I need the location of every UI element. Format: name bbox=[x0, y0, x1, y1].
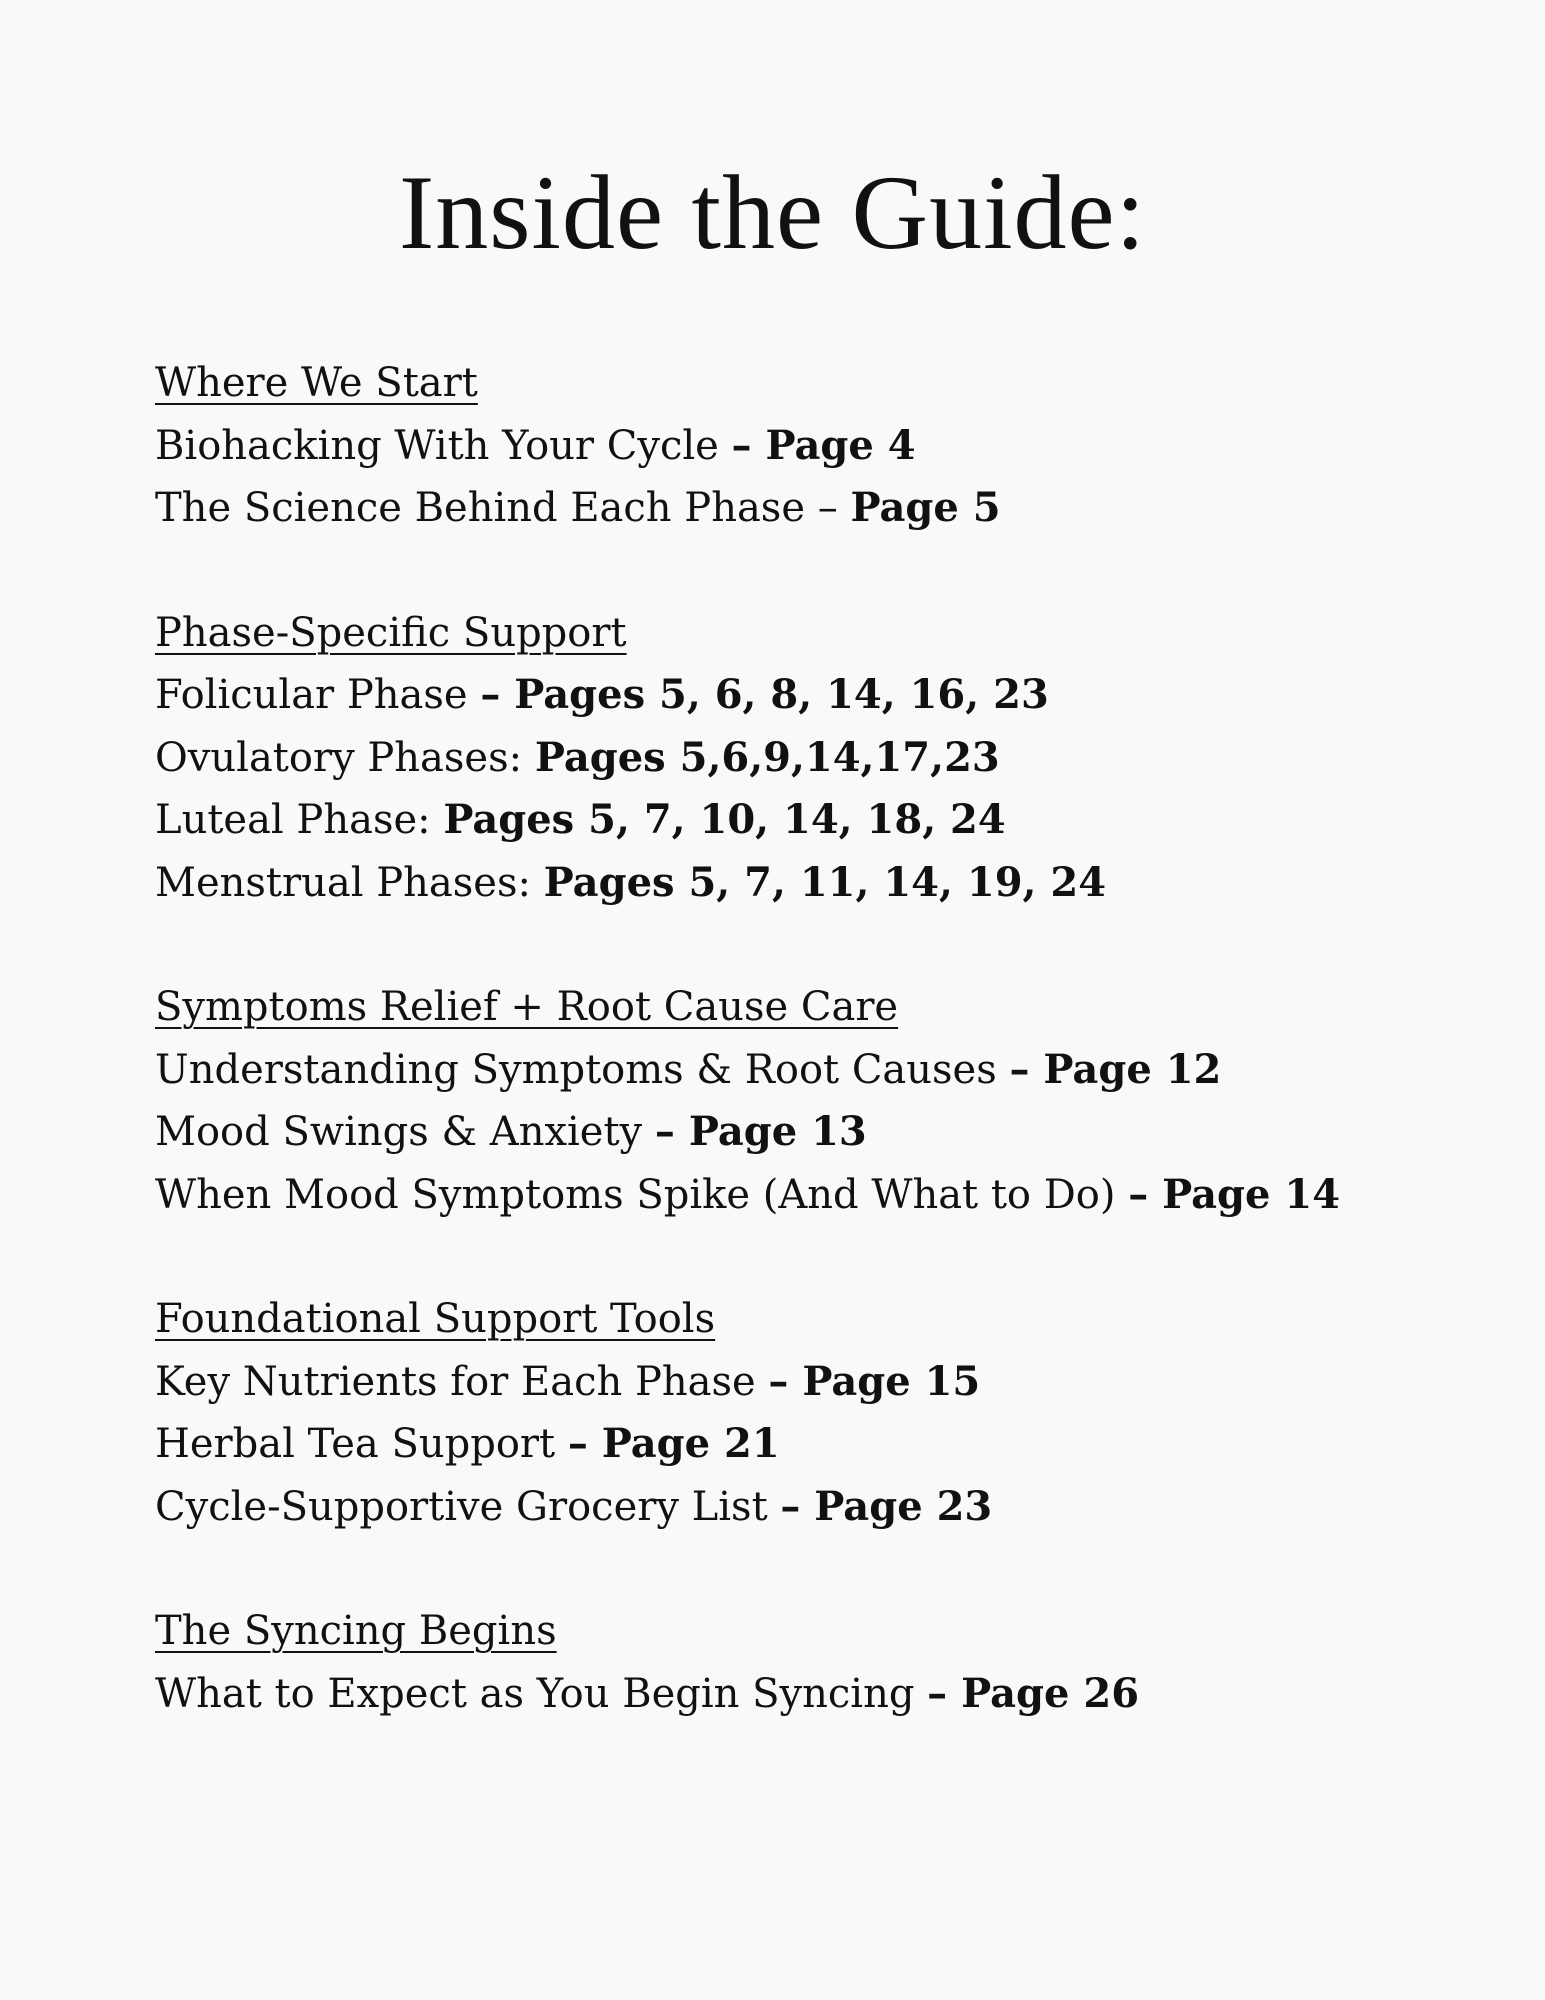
entry-separator: – bbox=[480, 671, 515, 718]
toc-entry[interactable] bbox=[155, 789, 1495, 852]
entry-title: Key Nutrients for Each Phase bbox=[155, 1358, 769, 1405]
entry-separator: – bbox=[731, 421, 766, 469]
page-reference: Page 23 bbox=[814, 1482, 993, 1530]
entry-separator: – bbox=[927, 1669, 962, 1717]
entry-separator: – bbox=[1009, 1045, 1044, 1093]
section-heading: Symptoms Relief + Root Cause Care bbox=[155, 984, 899, 1030]
page-reference: Page 4 bbox=[765, 421, 916, 469]
toc-section-symptoms-relief bbox=[155, 976, 1495, 1226]
toc-entry[interactable] bbox=[155, 477, 1495, 540]
toc-entry[interactable] bbox=[155, 1101, 1495, 1164]
toc-section-phase-specific-support bbox=[155, 602, 1495, 915]
section-heading: Where We Start bbox=[155, 360, 478, 406]
toc-entry[interactable] bbox=[155, 664, 1495, 727]
entry-title: Ovulatory Phases: bbox=[155, 734, 535, 781]
entry-separator: – bbox=[817, 485, 851, 531]
toc-section-where-we-start bbox=[155, 352, 1495, 540]
toc-entry[interactable] bbox=[155, 415, 1495, 478]
entry-separator: – bbox=[567, 1420, 602, 1467]
entry-separator: – bbox=[654, 1108, 689, 1155]
toc-entry[interactable] bbox=[155, 1164, 1495, 1227]
toc-entry[interactable] bbox=[155, 1476, 1495, 1539]
page-reference: Page 13 bbox=[688, 1108, 867, 1155]
page-title: Inside the Guide: bbox=[398, 154, 1147, 271]
page-reference: Page 26 bbox=[961, 1669, 1140, 1717]
section-heading: Foundational Support Tools bbox=[155, 1296, 716, 1342]
section-heading: The Syncing Begins bbox=[155, 1608, 557, 1654]
entry-title: Luteal Phase: bbox=[155, 797, 444, 843]
entry-title: What to Expect as You Begin Syncing bbox=[155, 1670, 928, 1717]
entry-title: Cycle-Supportive Grocery List bbox=[155, 1483, 781, 1530]
section-heading: Phase-Specific Support bbox=[155, 609, 627, 656]
page-reference: Pages 5, 7, 11, 14, 19, 24 bbox=[543, 858, 1107, 906]
page-reference: Page 15 bbox=[802, 1357, 981, 1405]
entry-separator: – bbox=[780, 1482, 815, 1530]
page-reference: Pages 5,6,9,14,17,23 bbox=[534, 733, 1000, 781]
page-reference: Page 21 bbox=[601, 1420, 780, 1467]
page-reference: Page 12 bbox=[1043, 1045, 1222, 1093]
entry-title: Mood Swings & Anxiety bbox=[155, 1109, 655, 1155]
entry-title: Understanding Symptoms & Root Causes bbox=[155, 1046, 1010, 1093]
table-of-contents bbox=[155, 352, 1495, 1787]
entry-title: The Science Behind Each Phase bbox=[155, 485, 818, 531]
page-reference: Pages 5, 6, 8, 14, 16, 23 bbox=[514, 671, 1049, 718]
toc-entry[interactable] bbox=[155, 1663, 1495, 1726]
entry-title: Menstrual Phases: bbox=[155, 859, 544, 906]
toc-entry[interactable] bbox=[155, 852, 1495, 915]
page-reference: Pages 5, 7, 10, 14, 18, 24 bbox=[443, 796, 1006, 843]
entry-title: Biohacking With Your Cycle bbox=[155, 422, 732, 469]
entry-title: Herbal Tea Support bbox=[155, 1421, 568, 1467]
page-reference: Page 14 bbox=[1162, 1170, 1341, 1218]
toc-entry[interactable] bbox=[155, 1039, 1495, 1102]
toc-entry[interactable] bbox=[155, 1413, 1495, 1476]
entry-separator: – bbox=[1128, 1170, 1163, 1218]
entry-title: Folicular Phase bbox=[155, 672, 481, 718]
page-reference: Page 5 bbox=[850, 484, 1001, 531]
toc-entry[interactable] bbox=[155, 1351, 1495, 1414]
entry-title: When Mood Symptoms Spike (And What to Do) bbox=[155, 1171, 1129, 1218]
toc-entry[interactable] bbox=[155, 727, 1495, 790]
toc-section-the-syncing-begins bbox=[155, 1600, 1495, 1725]
toc-section-foundational-support-tools bbox=[155, 1288, 1495, 1538]
entry-separator: – bbox=[768, 1357, 803, 1405]
